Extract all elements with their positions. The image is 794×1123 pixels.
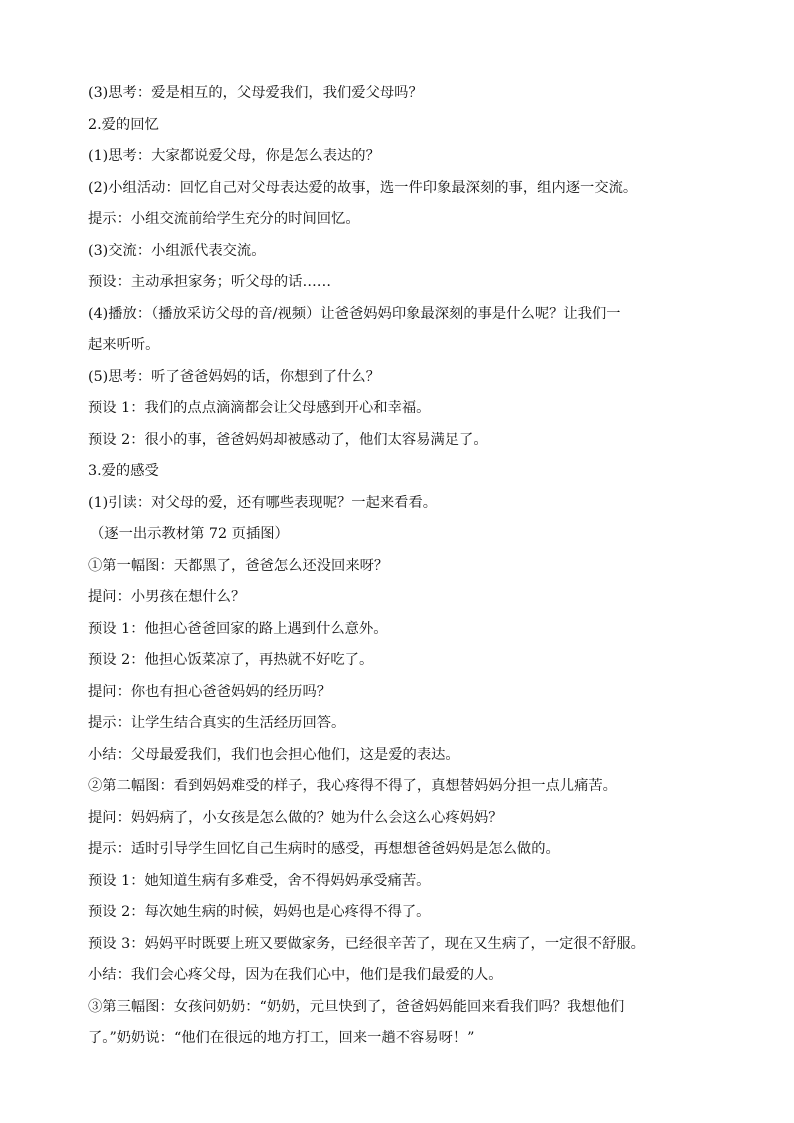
text-line: 小结：我们会心疼父母，因为在我们心中，他们是我们最爱的人。 <box>88 967 503 983</box>
text-line: 预设 1：她知道生病有多难受，舍不得妈妈承受痛苦。 <box>88 872 431 889</box>
text-line: 了。”奶奶说：“他们在很远的地方打工，回来一趟不容易呀！” <box>88 1030 475 1046</box>
text-line: 预设 2：每次她生病的时候，妈妈也是心疼得不得了。 <box>88 904 431 920</box>
text-line: ②第二幅图：看到妈妈难受的样子，我心疼得不得了，真想替妈妈分担一点儿痛苦。 <box>88 778 617 794</box>
document-body <box>88 78 713 1055</box>
text-line: 预设：主动承担家务；听父母的话…… <box>88 274 332 290</box>
text-line: 提示：小组交流前给学生充分的时间回忆。 <box>88 211 360 227</box>
text-line: (1)思考：大家都说爱父母，你是怎么表达的？ <box>88 148 380 164</box>
text-line: (4)播放：（播放采访父母的音/视频）让爸爸妈妈印象最深刻的事是什么呢？让我们一 <box>88 305 621 322</box>
text-line: 预设 1：我们的点点滴滴都会让父母感到开心和幸福。 <box>88 400 431 416</box>
text-line: (1)引读：对父母的爱，还有哪些表现呢？一起来看看。 <box>88 494 438 511</box>
text-line: （逐一出示教材第 72 页插图） <box>90 526 289 542</box>
section-heading: 3.爱的感受 <box>88 463 159 479</box>
text-line: 起来听听。 <box>88 337 160 353</box>
text-line: ③第三幅图：女孩问奶奶：“奶奶，元旦快到了，爸爸妈妈能回来看我们吗？我想他们 <box>88 998 625 1015</box>
text-line: 提示：让学生结合真实的生活经历回答。 <box>88 715 346 731</box>
text-line: 提问：妈妈病了，小女孩是怎么做的？她为什么会这么心疼妈妈？ <box>88 809 503 826</box>
text-line: 提问：你也有担心爸爸妈妈的经历吗？ <box>88 683 332 700</box>
section-heading: 2.爱的回忆 <box>88 116 159 133</box>
text-line: 小结：父母最爱我们，我们也会担心他们，这是爱的表达。 <box>88 746 460 763</box>
text-line: 提示：适时引导学生回忆自己生病时的感受，再想想爸爸妈妈是怎么做的。 <box>88 841 560 857</box>
text-line: 预设 2：他担心饭菜凉了，再热就不好吃了。 <box>88 652 374 668</box>
text-line: (5)思考：听了爸爸妈妈的话，你想到了什么？ <box>88 368 380 385</box>
text-line: (2)小组活动：回忆自己对父母表达爱的故事，选一件印象最深刻的事，组内逐一交流。 <box>88 179 638 196</box>
text-line: (3)思考：爱是相互的，父母爱我们，我们爱父母吗？ <box>88 85 423 101</box>
text-line: 预设 1：他担心爸爸回家的路上遇到什么意外。 <box>88 620 388 637</box>
text-line: ①第一幅图：天都黑了，爸爸怎么还没回来呀？ <box>88 557 389 574</box>
text-line: (3)交流：小组派代表交流。 <box>88 242 266 259</box>
text-line: 提问：小男孩在想什么？ <box>88 589 246 605</box>
text-line: 预设 2：很小的事，爸爸妈妈却被感动了，他们太容易满足了。 <box>88 431 488 448</box>
text-line: 预设 3：妈妈平时既要上班又要做家务，已经很辛苦了，现在又生病了，一定很不舒服。 <box>88 935 645 952</box>
